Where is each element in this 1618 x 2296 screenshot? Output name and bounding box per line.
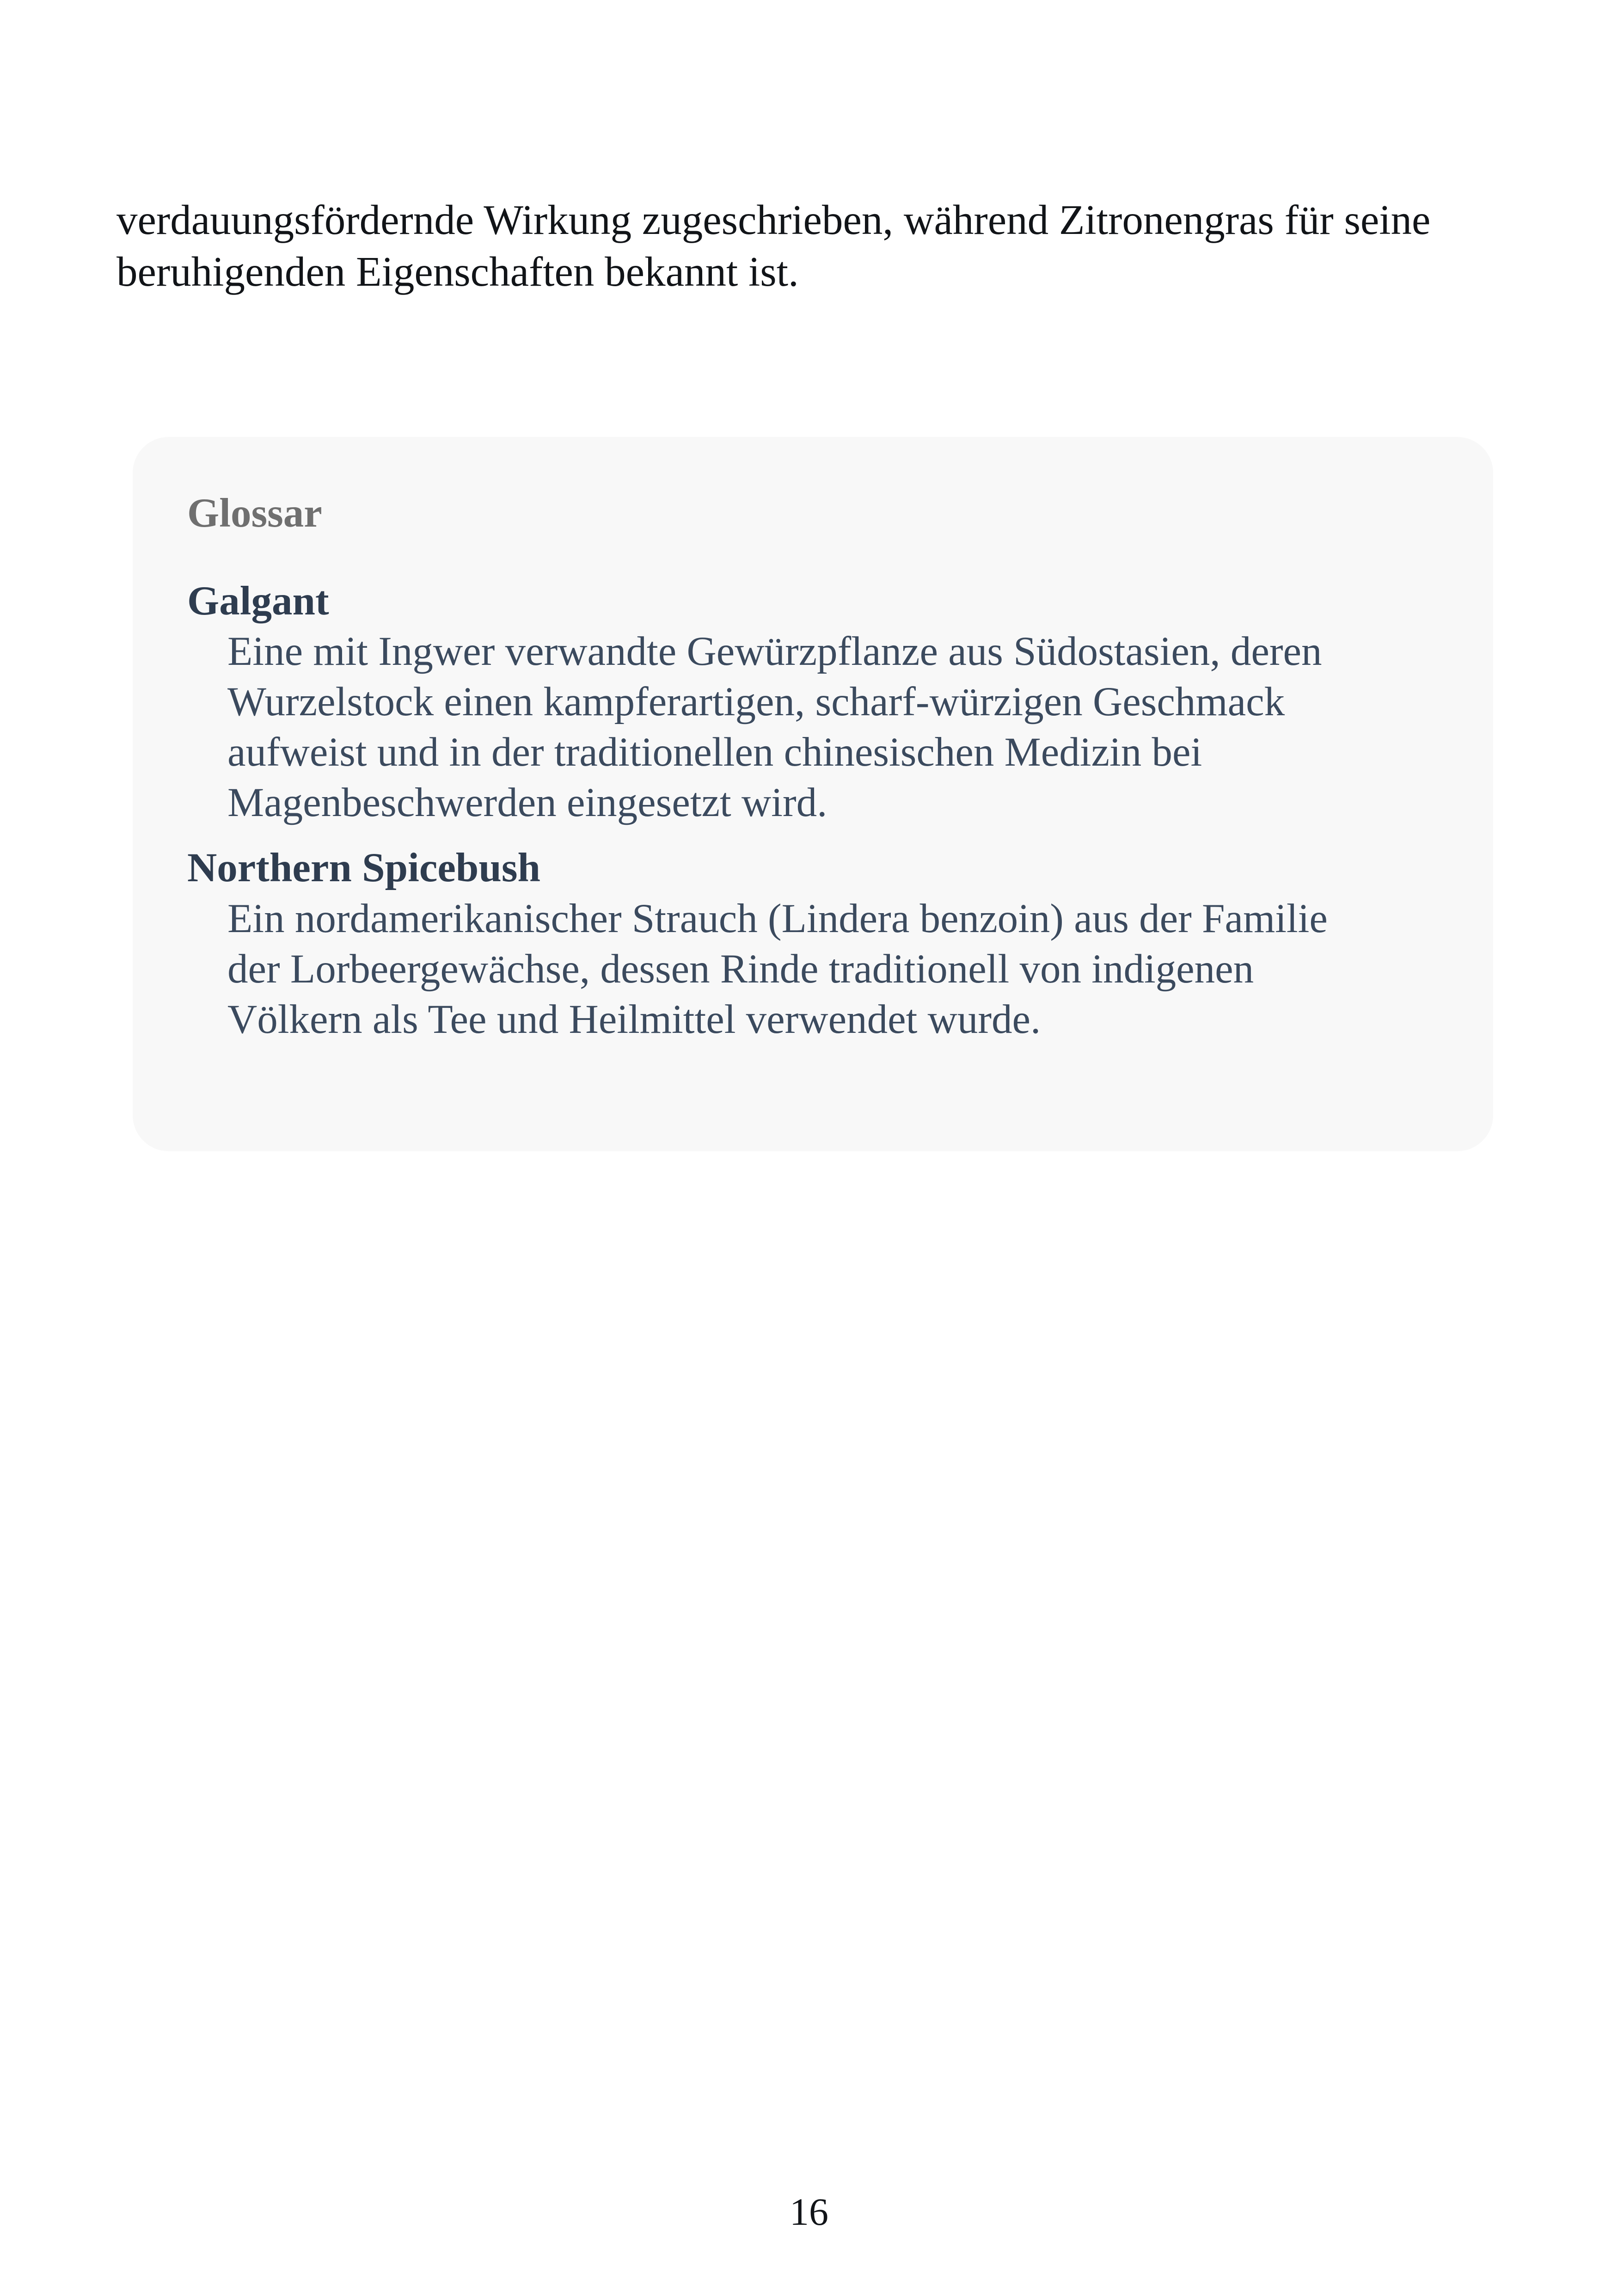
body-line: verdauungsfördernde Wirkung zugeschrieben, während Zitronengras für seine bbox=[116, 196, 1431, 243]
definition-line: Ein nordamerikanischer Strauch (Lindera benzoin) aus der Familie bbox=[227, 896, 1328, 941]
glossary-definition-northern-spicebush bbox=[227, 894, 1328, 1045]
body-line: beruhigenden Eigenschaften bekannt ist. bbox=[116, 248, 799, 295]
glossary-title: Glossar bbox=[187, 491, 322, 536]
definition-line: Eine mit Ingwer verwandte Gewürzpflanze aus Südostasien, deren bbox=[227, 629, 1322, 674]
definition-line: Völkern als Tee und Heilmittel verwendet wurde. bbox=[227, 997, 1041, 1042]
glossary-box bbox=[133, 437, 1493, 1151]
definition-line: aufweist und in der traditionellen chinesischen Medizin bei bbox=[227, 730, 1202, 775]
page-number: 16 bbox=[790, 2191, 828, 2234]
glossary-term-northern-spicebush: Northern Spicebush bbox=[187, 845, 541, 890]
definition-line: Magenbeschwerden eingesetzt wird. bbox=[227, 780, 827, 825]
definition-line: der Lorbeergewächse, dessen Rinde traditionell von indigenen bbox=[227, 946, 1254, 992]
glossary-definition-galgant bbox=[227, 626, 1322, 828]
body-paragraph bbox=[116, 194, 1503, 298]
definition-line: Wurzelstock einen kampferartigen, scharf-würzigen Geschmack bbox=[227, 679, 1285, 724]
glossary-term-galgant: Galgant bbox=[187, 578, 329, 624]
